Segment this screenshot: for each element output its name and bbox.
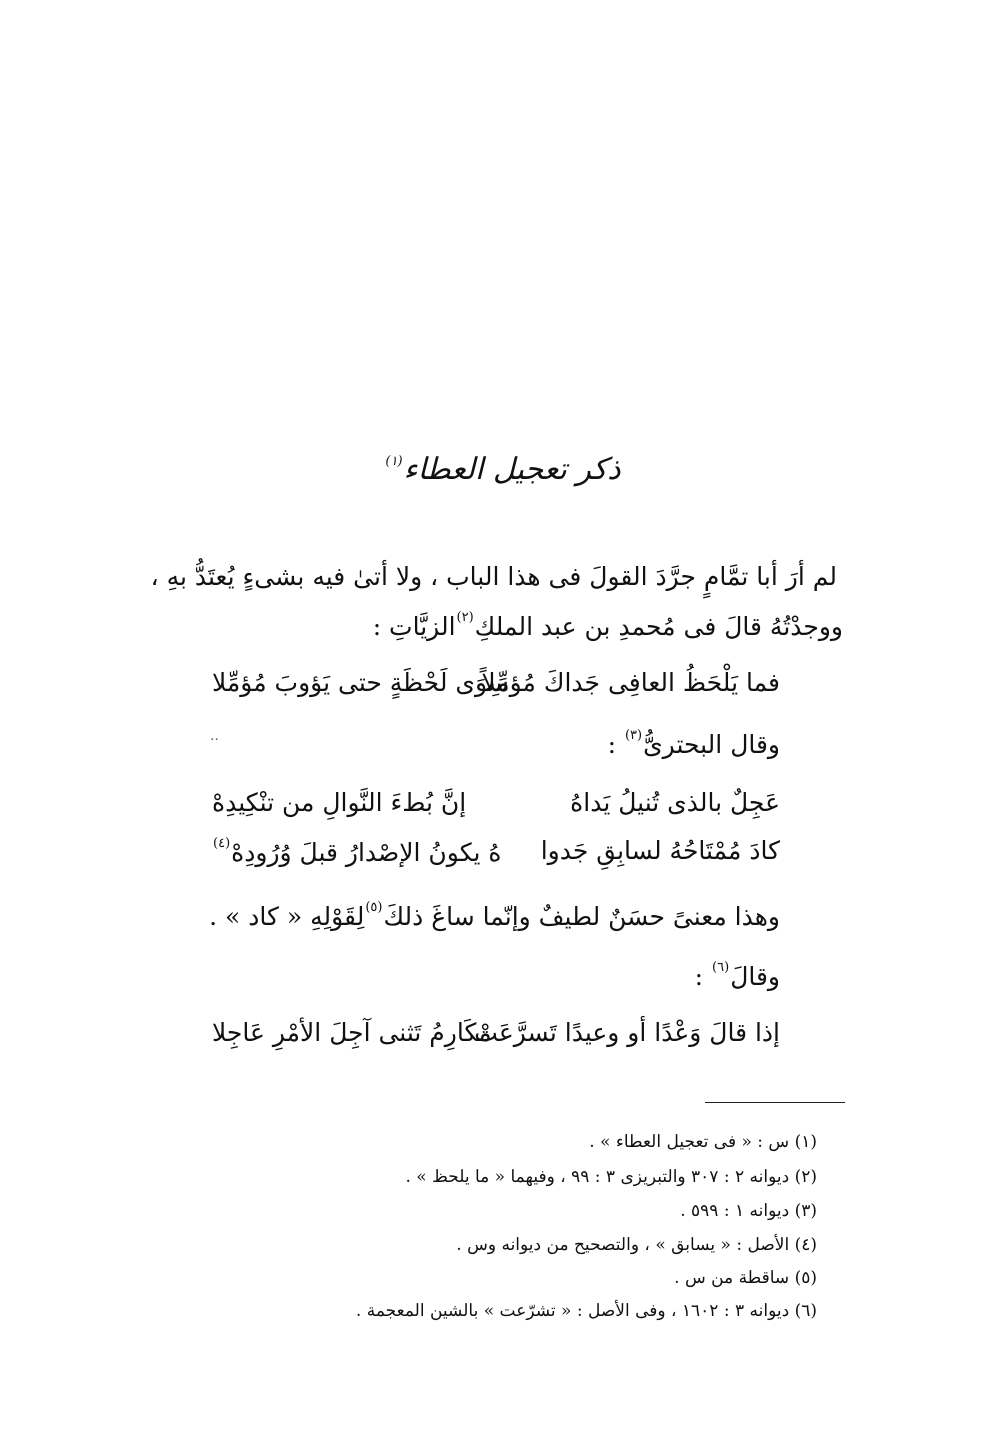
section-title: ذكر تعجيل العطاء$^{(١)}$ — [385, 452, 621, 487]
verse-2-first-hemistich: عَجِلٌ بالذى تُنيلُ يَداهُ — [570, 788, 780, 817]
intro-waqal: وقالَ$^{(٦)}$ : — [694, 960, 780, 991]
verse-3-first-hemistich: كادَ مُمْتَاحُهُ لسابِقِ جَدوا — [540, 836, 780, 865]
footnote-marker-3: (٣) — [624, 728, 643, 743]
commentary-line: وهذا معنىً حسَنٌ لطيفٌ وإنّما ساغَ ذلكَ$^{(٥)}$لِقَوْلِهِ « كاد » . — [209, 900, 780, 931]
footnote-2: (٢) ديوانه ٢ : ٣٠٧ والتبريزى ٣ : ٩٩ ، وفيهما « ما يلحظ » . — [405, 1167, 817, 1187]
footnote-4: (٤) الأصل : « يسابق » ، والتصحيح من ديوانه وس . — [456, 1235, 817, 1255]
footnote-separator — [705, 1102, 845, 1103]
stray-dots: .. — [210, 728, 219, 744]
paragraph-line-2: ووجدْتُهُ قالَ فى مُحمدِ بن عبد الملكِ$^{(٢)}$الزيَّاتِ : — [372, 610, 843, 641]
footnote-1: (١) س : « فى تعجيل العطاء » . — [589, 1132, 817, 1152]
footnote-5: (٥) ساقطة من س . — [674, 1268, 817, 1288]
footnote-marker-2: (٢) — [456, 610, 474, 625]
intro-buhturi: وقال البحترىُّ$^{(٣)}$ : — [607, 728, 780, 759]
paragraph-line-1: لم أرَ أبا تمَّامٍ جرَّدَ القولَ فى هذا الباب ، ولا أتىٰ فيه بشىءٍ يُعتَدُّ بهِ ، — [150, 562, 837, 591]
verse-3-second-hemistich: هُ يكونُ الإصْدارُ قبلَ وُرُودِهْ$^{(٤)}$ — [213, 836, 502, 867]
title-footnote-marker: (١) — [385, 454, 403, 469]
footnote-marker-4: (٤) — [213, 836, 231, 851]
verse-1-second-hemistich: سِوَى لَحْظَةٍ حتى يَؤوبَ مُؤمِّلا — [212, 668, 509, 697]
verse-1-first-hemistich: فما يَلْحَظُ العافِى جَداكَ مُؤمِّلاً — [481, 668, 780, 697]
footnote-marker-6: (٦) — [712, 960, 730, 975]
footnote-3: (٣) ديوانه ١ : ٥٩٩ . — [680, 1201, 817, 1221]
footnote-marker-5: (٥) — [365, 900, 383, 915]
footnote-6: (٦) ديوانه ٣ : ١٦٠٢ ، وفى الأصل : « تشرّعت » بالشين المعجمة . — [355, 1301, 817, 1321]
verse-2-second-hemistich: إنَّ بُطءَ النَّوالِ من تنْكِيدِهْ — [212, 788, 467, 817]
verse-4-first-hemistich: إذا قالَ وَعْدًا أو وعيدًا تَسرَّعَتْ — [474, 1018, 780, 1047]
verse-4-second-hemistich: مكَارِمُ تَثنى آجِلَ الأمْرِ عَاجِلا — [212, 1018, 492, 1047]
